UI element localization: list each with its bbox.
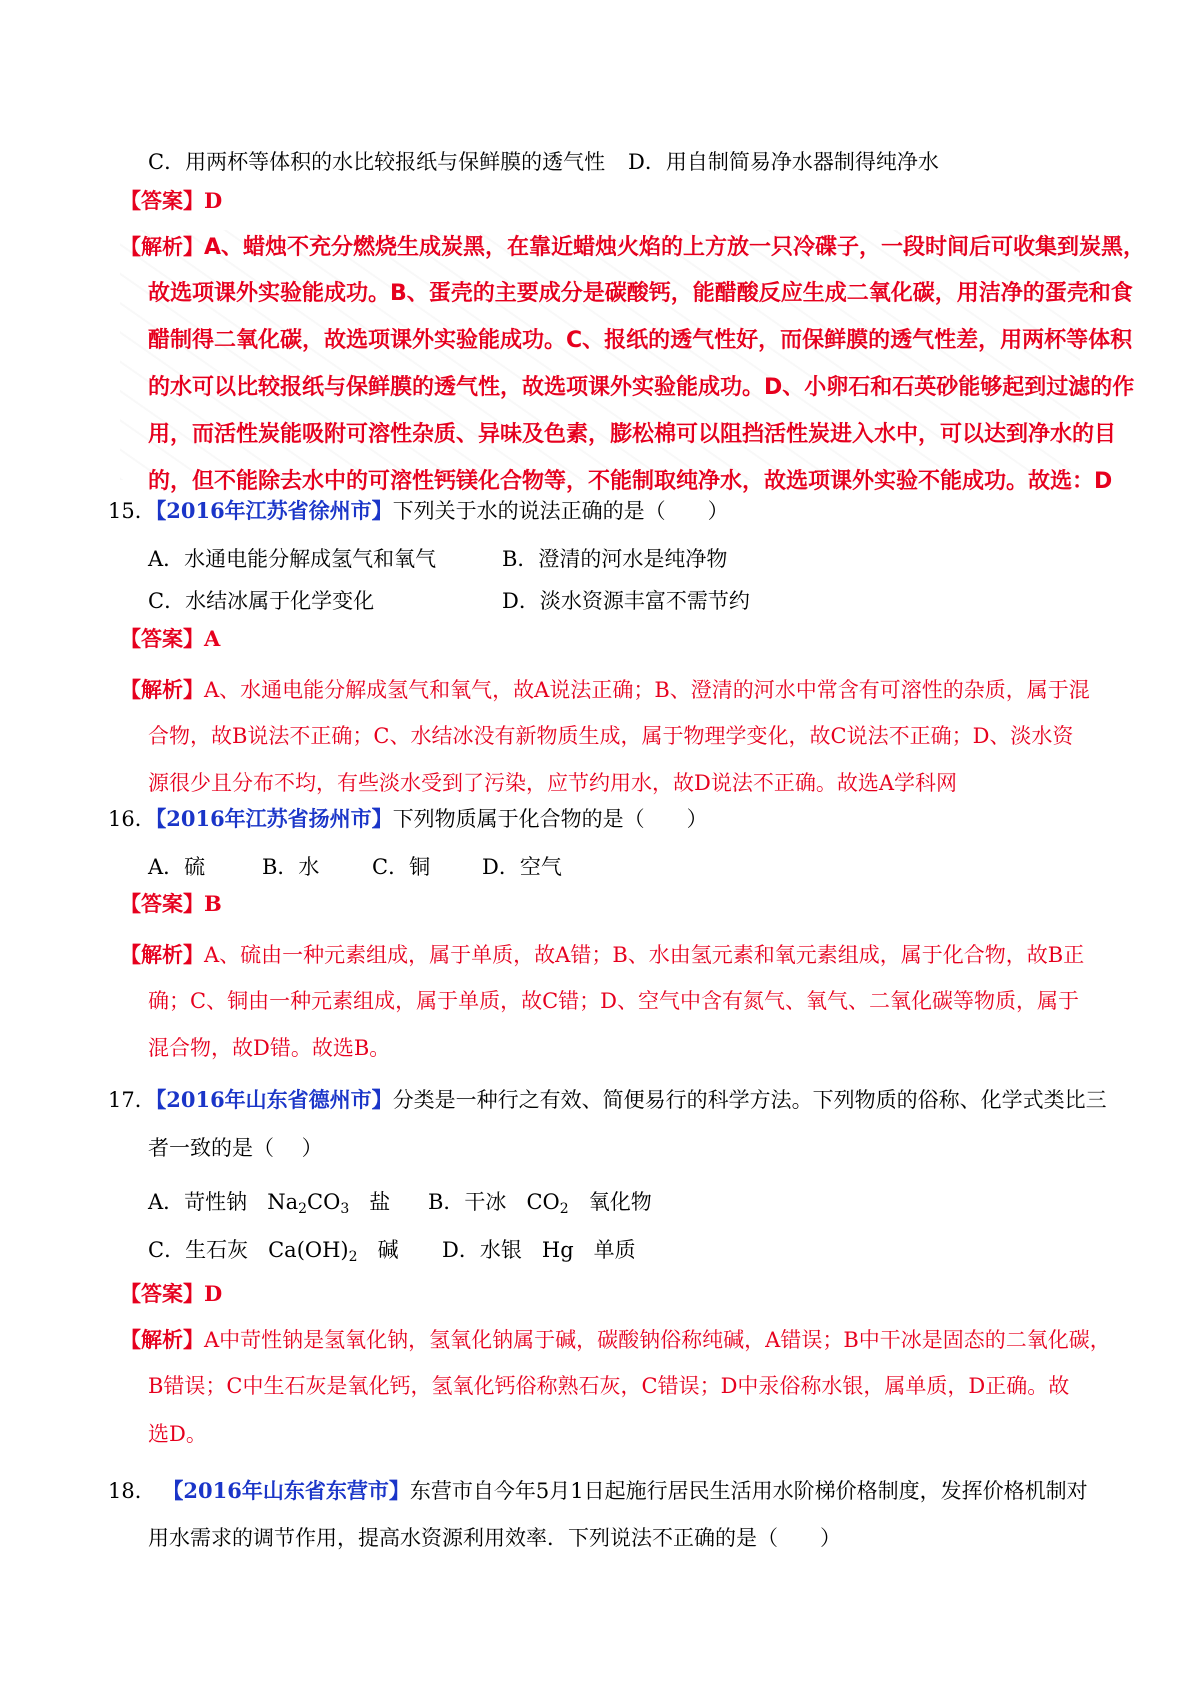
q18-stem-line-2: 用水需求的调节作用，提高水资源利用效率．下列说法不正确的是（ ） <box>148 1526 841 1550</box>
q16-analysis-line-1: 【解析】A、硫由一种元素组成，属于单质，故A错；B、水由氢元素和氧元素组成，属于化合物，故B正 <box>120 942 1085 967</box>
analysis-label: 【解析】 <box>120 1327 204 1352</box>
q15-option-d: D．淡水资源丰富不需节约 <box>502 589 750 613</box>
q14-analysis-line-1: 【解析】A、蜡烛不充分燃烧生成炭黑，在靠近蜡烛火焰的上方放一只冷碟子，一段时间后可收集到炭黑， <box>120 234 1146 260</box>
q16-answer <box>120 893 222 915</box>
q14-analysis-line-4: 的水可以比较报纸与保鲜膜的透气性，故选项课外实验能成功。D、小卵石和石英砂能够起到过滤的作 <box>148 375 1135 400</box>
answer-value: A <box>204 626 221 651</box>
answer-value: D <box>204 1281 223 1306</box>
q15-option-c: C．水结冰属于化学变化 <box>148 589 375 613</box>
q16-option-a: A．硫 <box>148 855 206 879</box>
answer-label: 【答案】 <box>120 891 204 916</box>
question-text: 东营市自今年5月1日起施行居民生活用水阶梯价格制度，发挥价格机制对 <box>409 1479 1088 1503</box>
q15-analysis-line-2: 合物，故B说法不正确；C、水结冰没有新物质生成，属于物理学变化，故C说法不正确；D、淡水资 <box>148 724 1074 748</box>
q17-analysis-line-1: 【解析】A中苛性钠是氢氧化钠，氢氧化钠属于碱，碳酸钠俗称纯碱，A错误；B中干冰是固态的二氧化碳， <box>120 1327 1111 1352</box>
q17-analysis-line-2: B错误；C中生石灰是氧化钙，氢氧化钙俗称熟石灰，C错误；D中汞俗称水银，属单质，D正确。故 <box>148 1374 1070 1398</box>
q16-analysis-line-2: 确；C、铜由一种元素组成，属于单质，故C错；D、空气中含有氮气、氧气、二氧化碳等物质，属于 <box>148 989 1079 1013</box>
q14-analysis-line-3: 醋制得二氧化碳，故选项课外实验能成功。C、报纸的透气性好，而保鲜膜的透气性差，用两杯等体积 <box>148 328 1133 353</box>
q17-answer <box>120 1283 222 1305</box>
q16-option-d: D．空气 <box>482 855 562 879</box>
question-text: 下列物质属于化合物的是（ ） <box>392 807 708 831</box>
question-number: 17． <box>108 1088 156 1112</box>
q15-analysis-line-1: 【解析】A、水通电能分解成氢气和氧气，故A说法正确；B、澄清的河水中常含有可溶性的杂质，属于混 <box>120 677 1090 702</box>
q18-stem-line-1 <box>108 1480 1088 1502</box>
q17-analysis-line-3: 选D。 <box>148 1422 207 1446</box>
question-source: 【2016年江苏省徐州市】 <box>155 498 393 523</box>
q17-option-d: D．水银 Hg 单质 <box>442 1238 636 1262</box>
q14-analysis-line-2: 故选项课外实验能成功。B、蛋壳的主要成分是碳酸钙，能醋酸反应生成二氧化碳，用洁净的蛋壳和食 <box>148 281 1133 306</box>
answer-label: 【答案】 <box>120 626 204 651</box>
q14-analysis-line-6: 的，但不能除去水中的可溶性钙镁化合物等，不能制取纯净水，故选项课外实验不能成功。故选：D <box>148 469 1113 494</box>
question-number: 18． <box>108 1479 156 1503</box>
question-number: 15． <box>108 499 156 523</box>
question-text: 下列关于水的说法正确的是（ ） <box>392 499 729 523</box>
question-text: 分类是一种行之有效、简便易行的科学方法。下列物质的俗称、化学式类比三 <box>392 1088 1107 1112</box>
q15-stem <box>108 500 729 522</box>
q16-stem <box>108 808 708 830</box>
q17-option-b: B．干冰 $CO_2$ 氧化物 <box>428 1190 652 1217</box>
question-source: 【2016年江苏省扬州市】 <box>155 806 393 831</box>
analysis-label: 【解析】 <box>120 942 204 967</box>
q14-answer <box>120 190 222 212</box>
q15-analysis-line-3: 源很少且分布不均，有些淡水受到了污染，应节约用水，故D说法不正确。故选A学科网 <box>148 771 957 795</box>
answer-value: D <box>204 188 223 213</box>
answer-label: 【答案】 <box>120 1281 204 1306</box>
q17-stem-line-2: 者一致的是（ ） <box>148 1136 323 1160</box>
analysis-label: 【解析】 <box>120 234 204 259</box>
answer-value: B <box>204 891 222 916</box>
q17-option-a: A．苛性钠 $Na_2CO_3$ 盐 <box>148 1190 391 1217</box>
q14-analysis-line-5: 用，而活性炭能吸附可溶性杂质、异味及色素，膨松棉可以阻挡活性炭进入水中，可以达到净水的目 <box>148 422 1117 447</box>
q14-option-d: D．用自制简易净水器制得纯净水 <box>628 150 939 174</box>
q16-analysis-line-3: 混合物，故D错。故选B。 <box>148 1036 391 1060</box>
q16-option-b: B．水 <box>262 855 320 879</box>
q15-option-a: A．水通电能分解成氢气和氧气 <box>148 547 437 571</box>
question-source: 【2016年山东省东营市】 <box>162 1478 410 1503</box>
question-number: 16． <box>108 807 156 831</box>
q17-stem-line-1 <box>108 1089 1107 1111</box>
q14-option-c: C．用两杯等体积的水比较报纸与保鲜膜的透气性 <box>148 150 606 174</box>
analysis-label: 【解析】 <box>120 677 204 702</box>
q15-answer <box>120 628 220 650</box>
q15-option-b: B．澄清的河水是纯净物 <box>502 547 728 571</box>
q17-option-c: C．生石灰 $Ca(OH)_2$ 碱 <box>148 1238 399 1265</box>
question-source: 【2016年山东省德州市】 <box>155 1087 393 1112</box>
q16-option-c: C．铜 <box>372 855 431 879</box>
answer-label: 【答案】 <box>120 188 204 213</box>
